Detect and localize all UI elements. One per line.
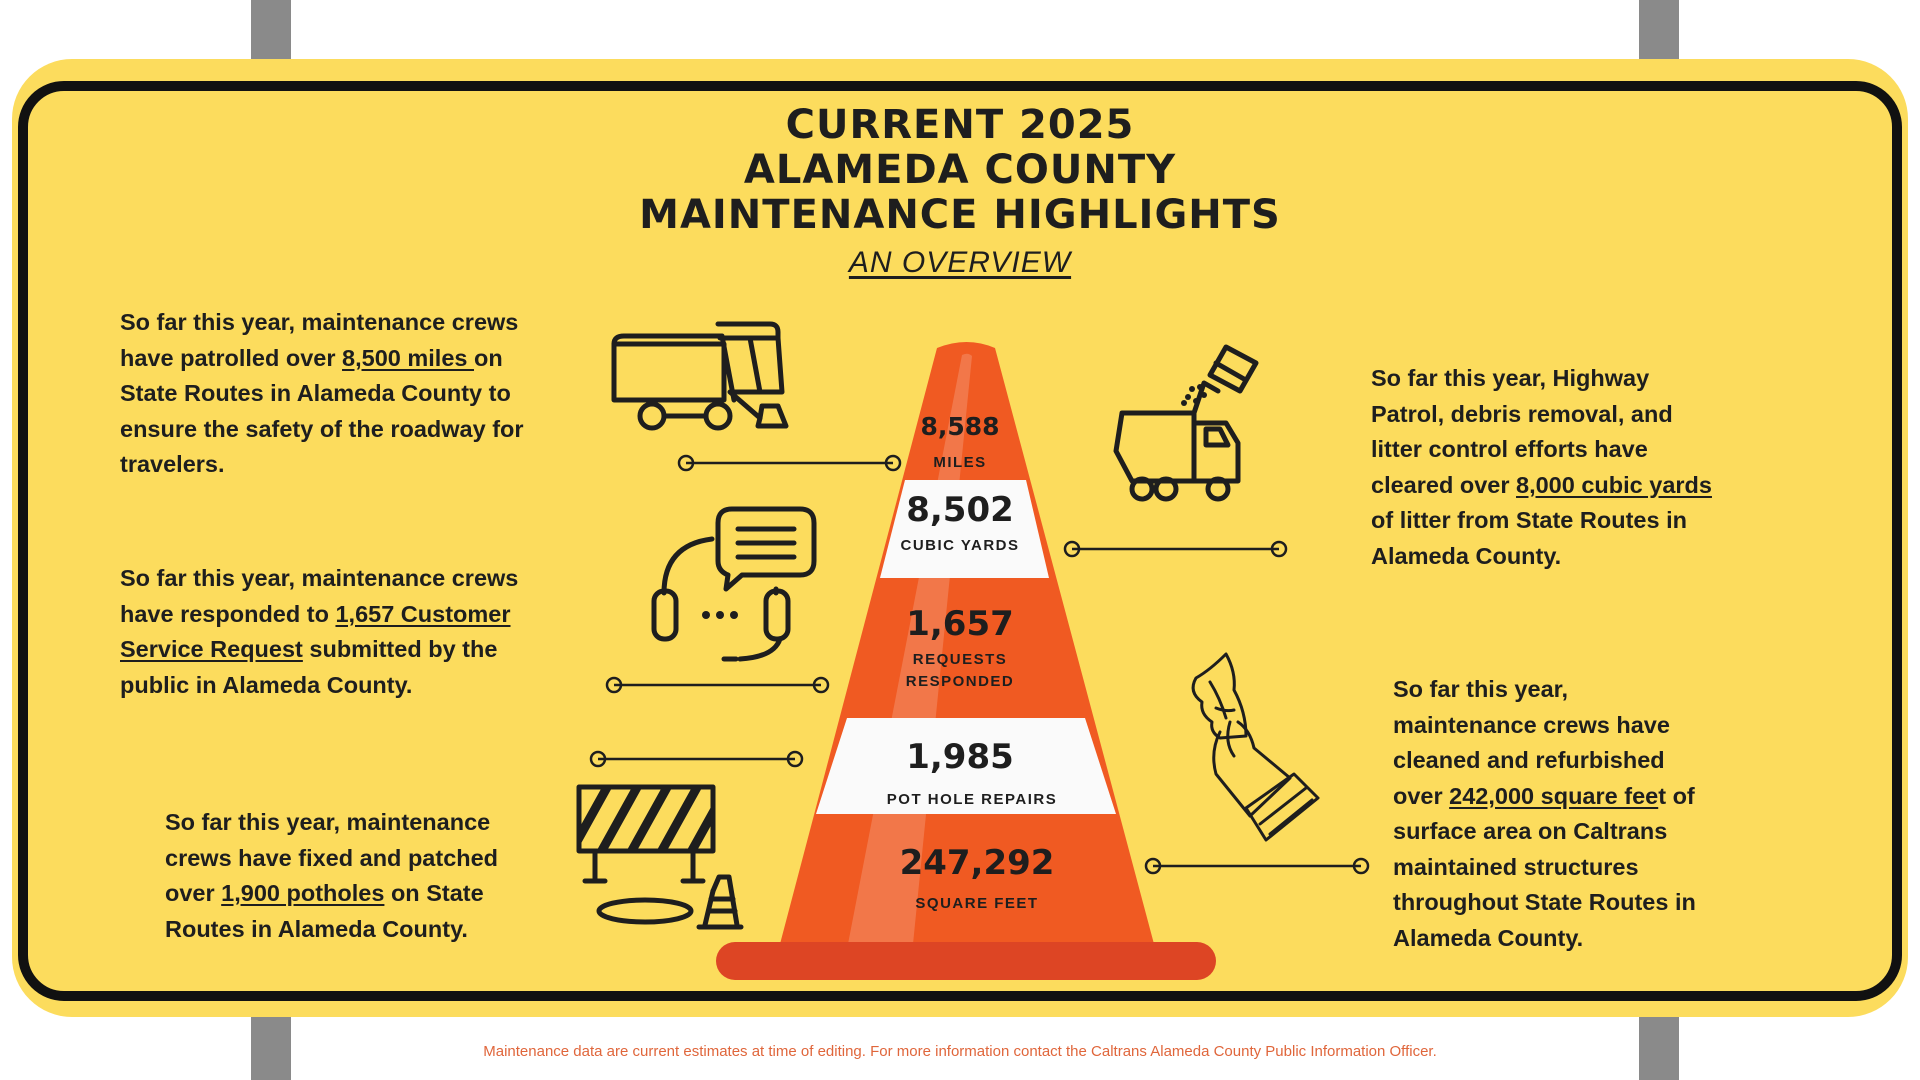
road-barricade-icon — [575, 783, 745, 935]
headset-chat-icon — [650, 505, 820, 665]
stat-cubic-yards-value: 8,502 — [906, 490, 1014, 530]
stat-square-feet-label: SQUARE FEET — [915, 895, 1039, 912]
title-line-3: MAINTENANCE HIGHLIGHTS — [639, 192, 1281, 238]
square-feet-highlight: 242,000 square fee — [1449, 782, 1659, 809]
stat-miles-value: 8,588 — [920, 412, 1000, 441]
garbage-truck-icon — [1112, 343, 1272, 508]
patrol-paragraph: So far this year, maintenance crews have patrolled over 8,500 miles on State Routes in Alameda County to ensure the safety of the roadway for travelers. — [120, 309, 524, 477]
street-sweeper-icon — [610, 322, 810, 434]
customer-request-highlight: 1,657 Customer Service Request — [120, 600, 511, 662]
litter-highlight: 8,000 cubic yards — [1516, 471, 1712, 498]
title-line-2: ALAMEDA COUNTY — [743, 147, 1177, 193]
subtitle: AN OVERVIEW — [848, 246, 1072, 279]
pothole-highlight: 1,900 potholes — [221, 880, 385, 906]
stat-requests-label-line1: REQUESTS — [912, 651, 1008, 668]
stat-cubic-yards-label: CUBIC YARDS — [900, 537, 1020, 554]
stat-square-feet-value: 247,292 — [899, 843, 1055, 883]
pothole-paragraph: So far this year, maintenance crews have fixed and patched over 1,900 potholes on State Routes in Alameda County. — [165, 809, 499, 942]
title-line-1: CURRENT 2025 — [785, 102, 1135, 148]
customer-request-paragraph: So far this year, maintenance crews have responded to 1,657 Customer Service Request submitted by the public in Alameda County. — [120, 565, 519, 698]
stat-requests-value: 1,657 — [906, 604, 1014, 644]
patrol-miles-highlight: 8,500 miles — [342, 344, 474, 371]
stat-requests-label-line2: RESPONDED — [905, 673, 1015, 690]
glove-cloth-icon — [1190, 652, 1320, 847]
litter-paragraph: So far this year, Highway Patrol, debris removal, and litter control efforts have cleared over 8,000 cubic yards of litter from State Routes in Alameda County. — [1371, 365, 1712, 569]
stat-potholes-value: 1,985 — [906, 737, 1014, 777]
footer-note: Maintenance data are current estimates at time of editing. For more information contact the Caltrans Alameda County Public Information Officer. — [483, 1043, 1437, 1060]
stat-miles-label: MILES — [933, 454, 987, 471]
refurbish-paragraph: So far this year, maintenance crews have cleaned and refurbished over 242,000 square feet of surface area on Caltrans maintained structures throughout State Routes in Alameda County. — [1393, 676, 1696, 951]
stat-potholes-label: POT HOLE REPAIRS — [886, 791, 1058, 808]
